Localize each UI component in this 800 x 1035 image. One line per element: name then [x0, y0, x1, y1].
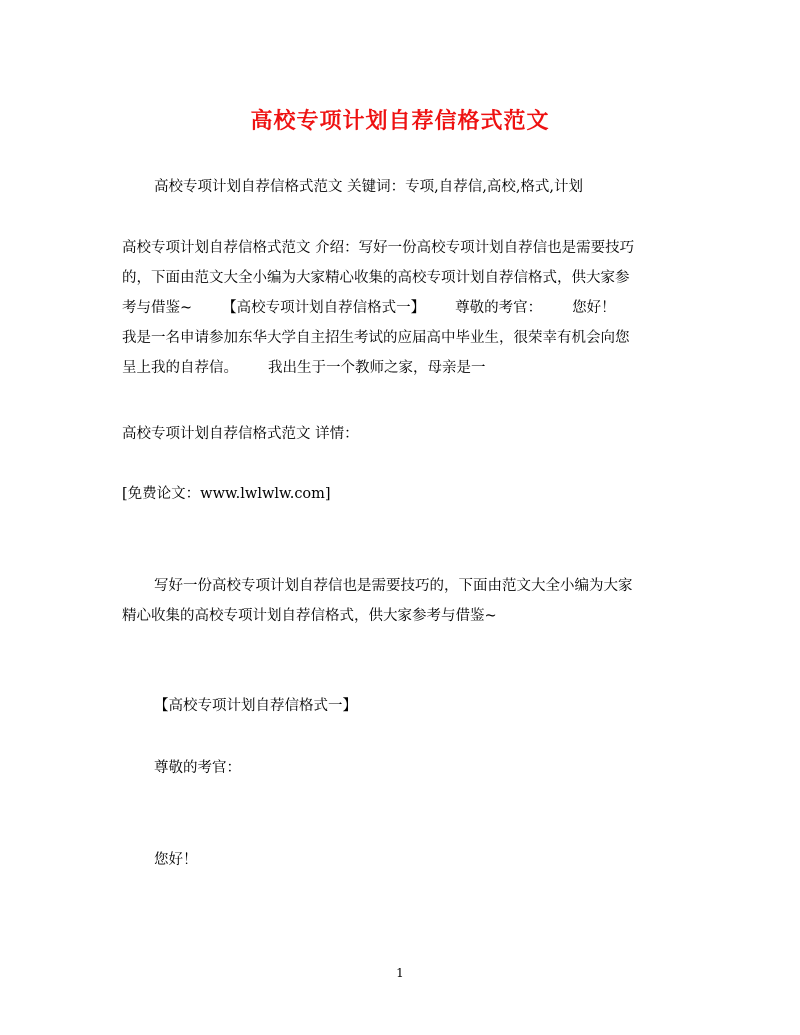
- salutation: 尊敬的考官：: [154, 760, 241, 776]
- body-paragraph-1-line-1: 写好一份高校专项计划自荐信也是需要技巧的，下面由范文大全小编为大家: [154, 578, 633, 594]
- keywords-line: 高校专项计划自荐信格式范文 关键词：专项,自荐信,高校,格式,计划: [154, 179, 584, 195]
- intro-line-3-part-c: 尊敬的考官：: [455, 300, 543, 316]
- intro-line-2: 的，下面由范文大全小编为大家精心收集的高校专项计划自荐信格式，供大家参: [122, 270, 630, 286]
- page-number: 1: [396, 966, 404, 980]
- source-link[interactable]: [免费论文：www.lwlwlw.com]: [122, 486, 331, 502]
- section-heading: 【高校专项计划自荐信格式一】: [154, 698, 357, 714]
- intro-line-3: [122, 298, 616, 318]
- intro-line-5-part-a: 呈上我的自荐信。: [122, 360, 238, 376]
- body-paragraph-1-line-2: 精心收集的高校专项计划自荐信格式，供大家参考与借鉴~: [122, 608, 497, 624]
- intro-line-4: 我是一名申请参加东华大学自主招生考试的应届高中毕业生，很荣幸有机会向您: [122, 330, 630, 346]
- greeting: 您好！: [154, 852, 198, 868]
- details-label: 高校专项计划自荐信格式范文 详情：: [122, 426, 359, 442]
- intro-line-3-part-a: 考与借鉴~: [122, 300, 193, 316]
- intro-line-1: 高校专项计划自荐信格式范文 介绍：写好一份高校专项计划自荐信也是需要技巧: [122, 240, 635, 256]
- intro-line-5: [122, 358, 486, 378]
- document-title: 高校专项计划自荐信格式范文: [250, 108, 550, 134]
- intro-line-3-part-d: 您好！: [572, 300, 616, 316]
- intro-line-5-part-b: 我出生于一个教师之家，母亲是一: [268, 360, 486, 376]
- intro-line-3-part-b: 【高校专项计划自荐信格式一】: [222, 300, 426, 316]
